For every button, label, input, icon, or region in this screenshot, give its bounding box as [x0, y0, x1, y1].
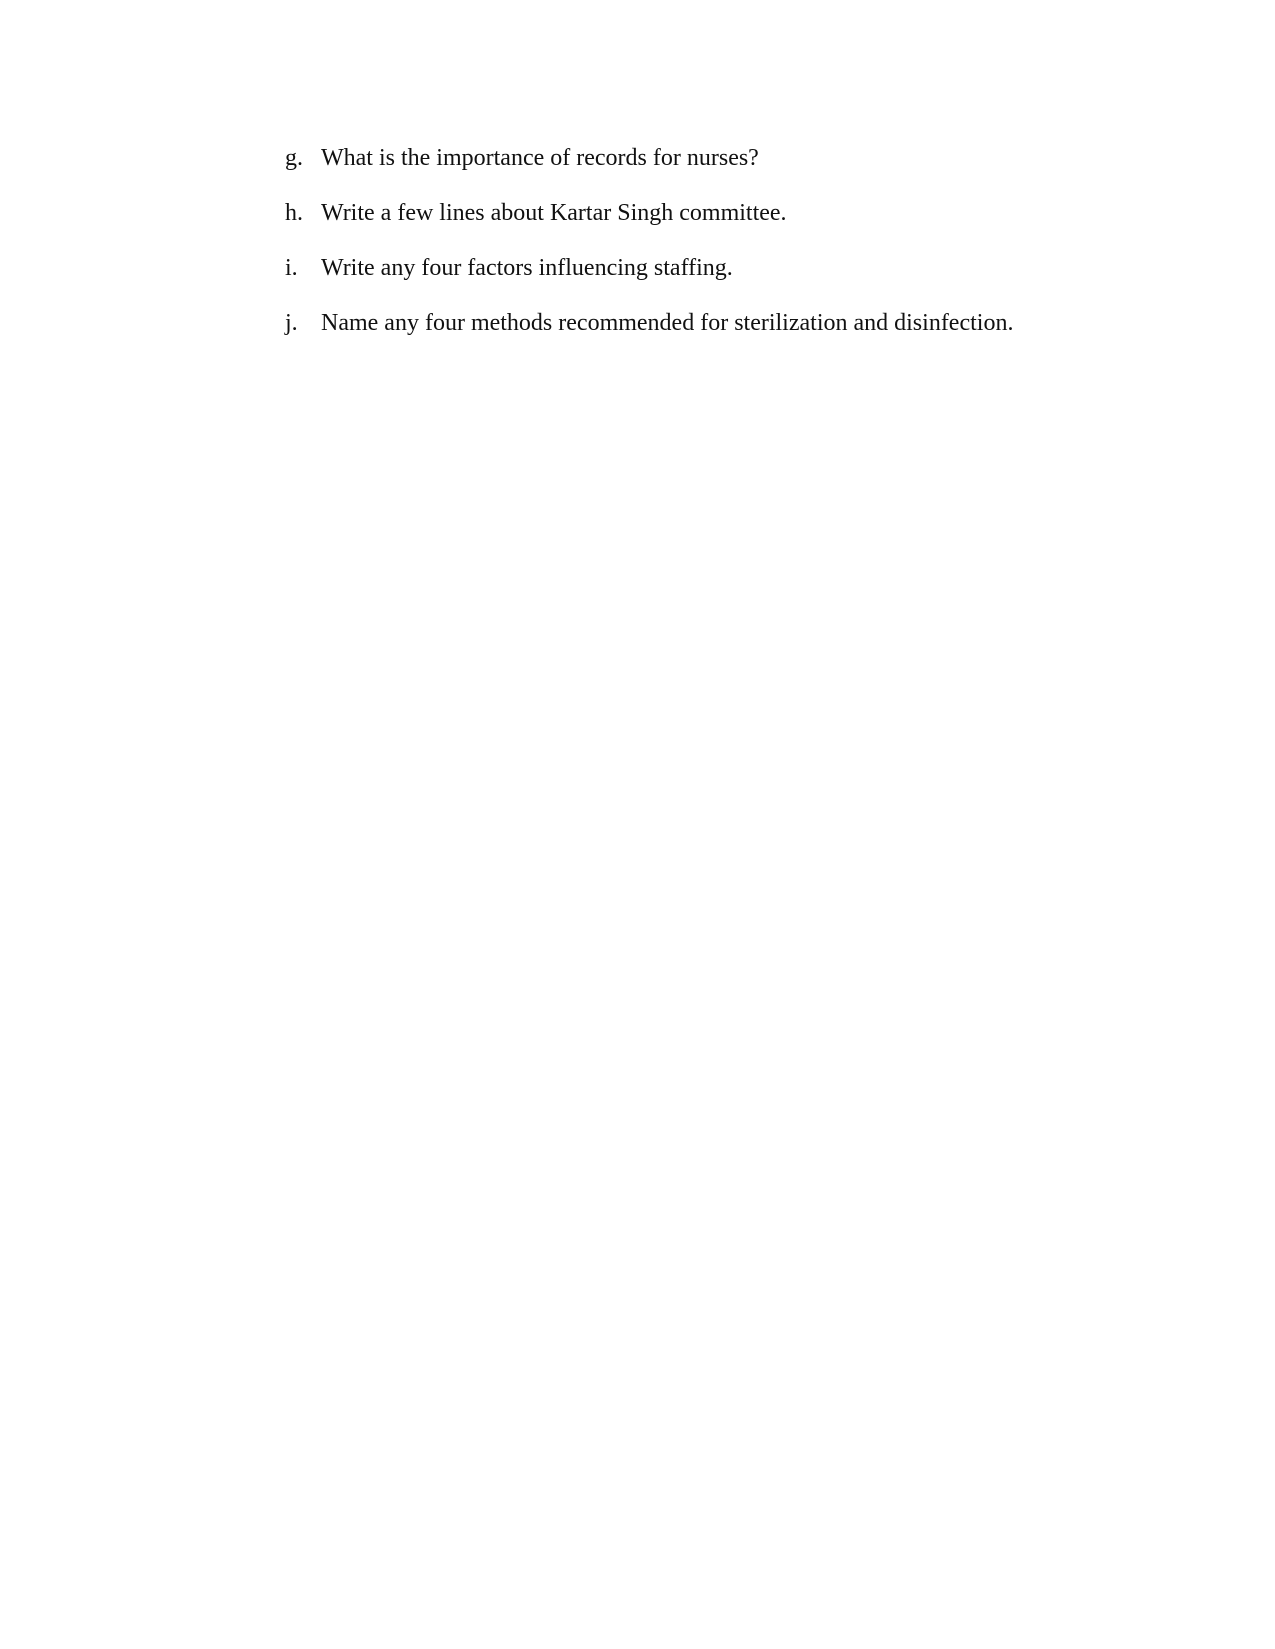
question-text: Write a few lines about Kartar Singh committee. [321, 200, 787, 226]
question-text: Name any four methods recommended for sterilization and disinfection. [321, 310, 1014, 336]
question-item [285, 198, 787, 228]
question-label: i. [285, 255, 298, 281]
question-item [285, 143, 759, 173]
question-text: What is the importance of records for nurses? [321, 145, 759, 171]
question-text: Write any four factors influencing staffing. [321, 255, 733, 281]
question-label: g. [285, 145, 303, 171]
question-label: h. [285, 200, 303, 226]
question-item [285, 308, 1013, 338]
question-label: j. [285, 310, 298, 336]
question-item [285, 253, 733, 283]
